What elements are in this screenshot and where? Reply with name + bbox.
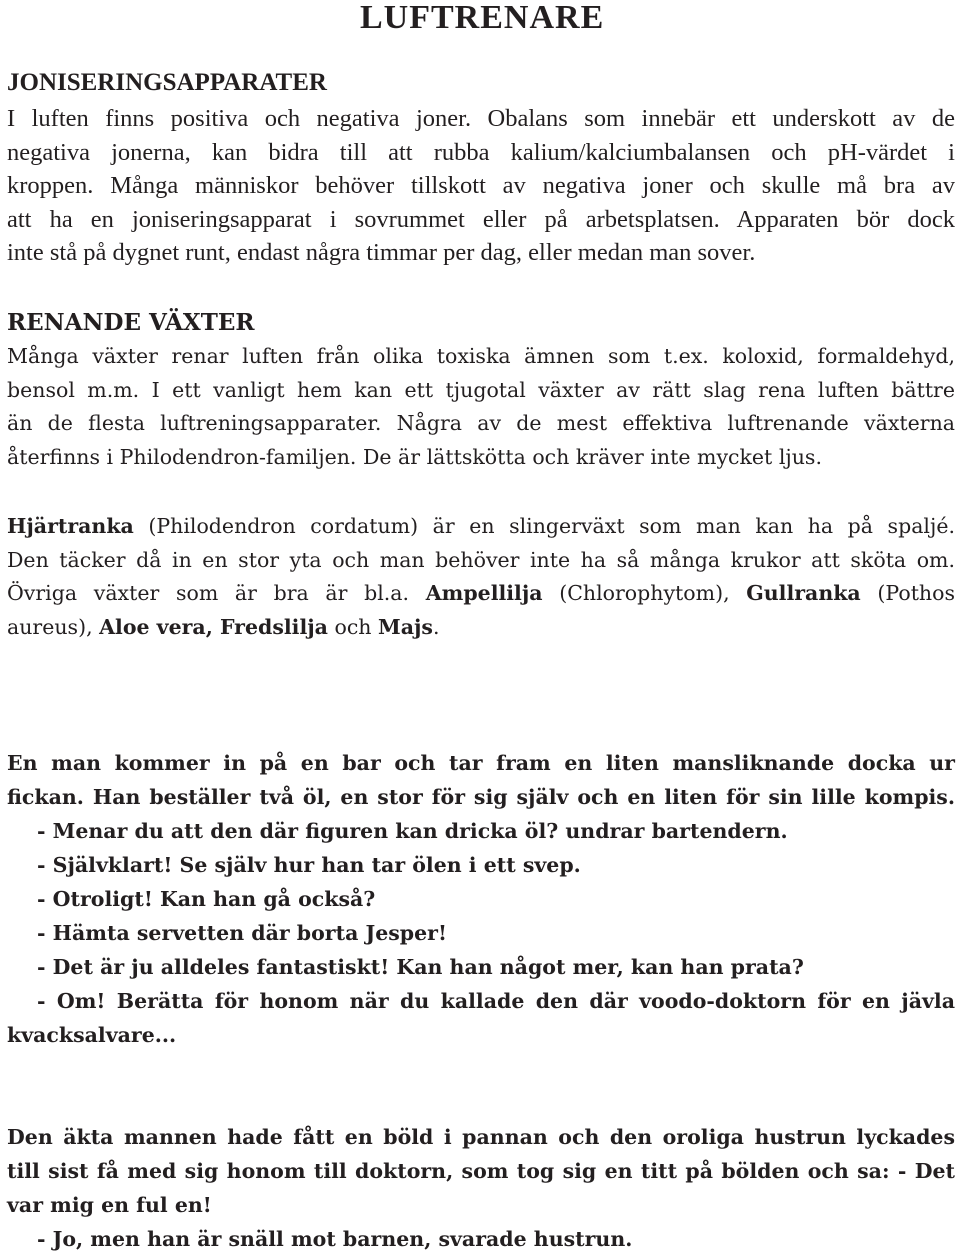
page-title: LUFTRENARE	[360, 0, 605, 36]
joke-bar-docka	[7, 746, 955, 1052]
text-line	[7, 611, 955, 645]
plant-name-hjartranka: Hjärtranka	[7, 514, 134, 538]
joke-line: kvacksalvare...	[7, 1023, 177, 1047]
text-line: I luften finns positiva och negativa joner. Obalans som innebär ett underskott av de	[7, 105, 955, 132]
text-line: Den täcker då in en stor yta och man behöver inte ha så många krukor att sköta om.	[7, 547, 955, 572]
paragraph-renande-vaxter	[7, 340, 955, 474]
text-line: än de flesta luftreningsapparater. Några av de mest effektiva luftrenande växterna	[7, 411, 955, 435]
joke-line: fickan. Han beställer två öl, en stor för sig själv och en liten för sin lille kompis.	[7, 785, 955, 809]
joke-line: - Menar du att den där figuren kan dricka öl? undrar bartendern.	[37, 819, 788, 843]
text-fragment: .	[432, 614, 440, 639]
text-fragment: Övriga växter som är bra är bl.a.	[7, 581, 426, 605]
joke-line: var mig en ful en!	[7, 1193, 212, 1217]
plant-name-gullranka: Gullranka	[746, 581, 861, 605]
text-line: återfinns i Philodendron-familjen. De är lättskötta och kräver inte mycket ljus.	[7, 444, 822, 469]
text-fragment: (Philodendron cordatum) är en slingerväxt som man kan ha på spaljé.	[133, 514, 955, 538]
joke-bold-pannan	[7, 1120, 955, 1256]
joke-line: En man kommer in på en bar och tar fram en liten mansliknande docka ur	[7, 751, 955, 775]
text-fragment: aureus),	[7, 614, 100, 639]
text-line: negativa jonerna, kan bidra till att rubba kalium/kalciumbalansen och pH-värdet i	[7, 138, 955, 166]
joke-line: - Om! Berätta för honom när du kallade den där voodo-doktorn för en jävla	[37, 989, 955, 1013]
plant-name-ampellilja: Ampellilja	[425, 581, 543, 605]
plant-name-aloe-fredslilja: Aloe vera, Fredslilja	[99, 614, 328, 639]
text-fragment: och	[327, 614, 379, 639]
paragraph-joniseringsapparater	[7, 102, 955, 270]
plant-name-majs: Majs	[378, 614, 433, 639]
paragraph-vaxter-lista	[7, 510, 955, 644]
text-line	[7, 510, 955, 544]
joke-line: Den äkta mannen hade fått en böld i pannan och den oroliga hustrun lyckades	[7, 1125, 955, 1149]
text-line: kroppen. Många människor behöver tillskott av negativa joner och skulle må bra av	[7, 172, 955, 199]
text-line	[7, 577, 955, 611]
joke-line: till sist få med sig honom till doktorn, som tog sig en titt på bölden och sa: - Det	[7, 1159, 955, 1183]
text-fragment: (Chlorophytom),	[542, 581, 747, 605]
text-line: bensol m.m. I ett vanligt hem kan ett tjugotal växter av rätt slag rena luften bättre	[7, 377, 955, 402]
joke-line: - Hämta servetten där borta Jesper!	[37, 921, 447, 945]
section-heading-renande-vaxter: RENANDE VÄXTER	[7, 309, 255, 336]
text-line: att ha en joniseringsapparat i sovrummet eller på arbetsplatsen. Apparaten bör dock	[7, 205, 955, 233]
text-line: Många växter renar luften från olika toxiska ämnen som t.ex. koloxid, formaldehyd,	[7, 344, 955, 368]
joke-line: - Otroligt! Kan han gå också?	[37, 887, 376, 911]
text-fragment: (Pothos	[860, 581, 955, 605]
joke-line: - Det är ju alldeles fantastiskt! Kan han något mer, kan han prata?	[37, 955, 804, 979]
joke-line: - Självklart! Se själv hur han tar ölen i ett svep.	[37, 853, 581, 877]
section-heading-joniseringsapparater: JONISERINGSAPPARATER	[7, 69, 327, 96]
joke-line: - Jo, men han är snäll mot barnen, svarade hustrun.	[37, 1227, 633, 1251]
text-line: inte stå på dygnet runt, endast några timmar per dag, eller medan man sover.	[7, 239, 756, 266]
